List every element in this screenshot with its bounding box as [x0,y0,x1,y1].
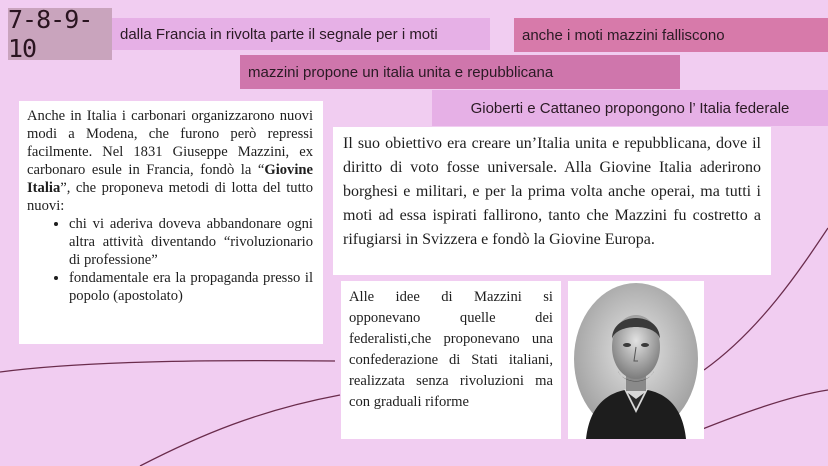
mazzini-portrait-icon [568,281,704,439]
timeline-bar-moti-falliscono: anche i moti mazzini falliscono [514,18,828,52]
decor-curve-right-low [700,390,828,430]
decor-curve-left [0,361,335,372]
carbonari-intro: Anche in Italia i carbonari organizzarono nuovi modi a Modena, che furono però repressi facilmente. Nel 1831 Giuseppe Mazzini, ex carbonaro esule in Francia, fondò la “ [27,108,313,178]
slide-title: 7-8-9-10 [8,8,112,60]
bullet-item: • fondamentale era la propaganda presso il popolo (apostolato) [69,269,313,305]
decor-curve-bottom [140,395,340,466]
bullet-list [27,215,313,305]
giovine-italia-bold: Giovine Italia [27,162,313,196]
portrait-frame [568,281,704,439]
timeline-bar-france: dalla Francia in rivolta parte il segnale per i moti [112,18,490,50]
carbonari-intro-end: ”, che proponeva metodi di lotta del tutto nuovi: [27,180,313,214]
bullet-item: • chi vi aderiva doveva abbandonare ogni altra attività diventando “rivoluzionario di professione” [69,215,313,269]
text-box-obiettivo: Il suo obiettivo era creare un’Italia unita e repubblicana, dove il diritto di voto fosse universale. Alla Giovine Italia aderirono borghesi e militari, e per la prima volta anche operai, ma tutti i moti ad essa ispirati fallirono, tanto che Mazzini fu costretto a rifugiarsi in Svizzera e fondò la Giovine Europa. [333,127,771,275]
carbonari-paragraph [27,107,313,215]
text-box-carbonari [19,101,323,344]
text-box-federalisti: Alle idee di Mazzini si opponevano quelle dei federalisti,che proponevano una confederazione di Stati italiani, realizzata senza rivoluzioni ma con graduali riforme [341,281,561,439]
timeline-bar-federale: Gioberti e Cattaneo propongono l’ Italia federale [432,90,828,126]
timeline-bar-mazzini: mazzini propone un italia unita e repubblicana [240,55,680,89]
